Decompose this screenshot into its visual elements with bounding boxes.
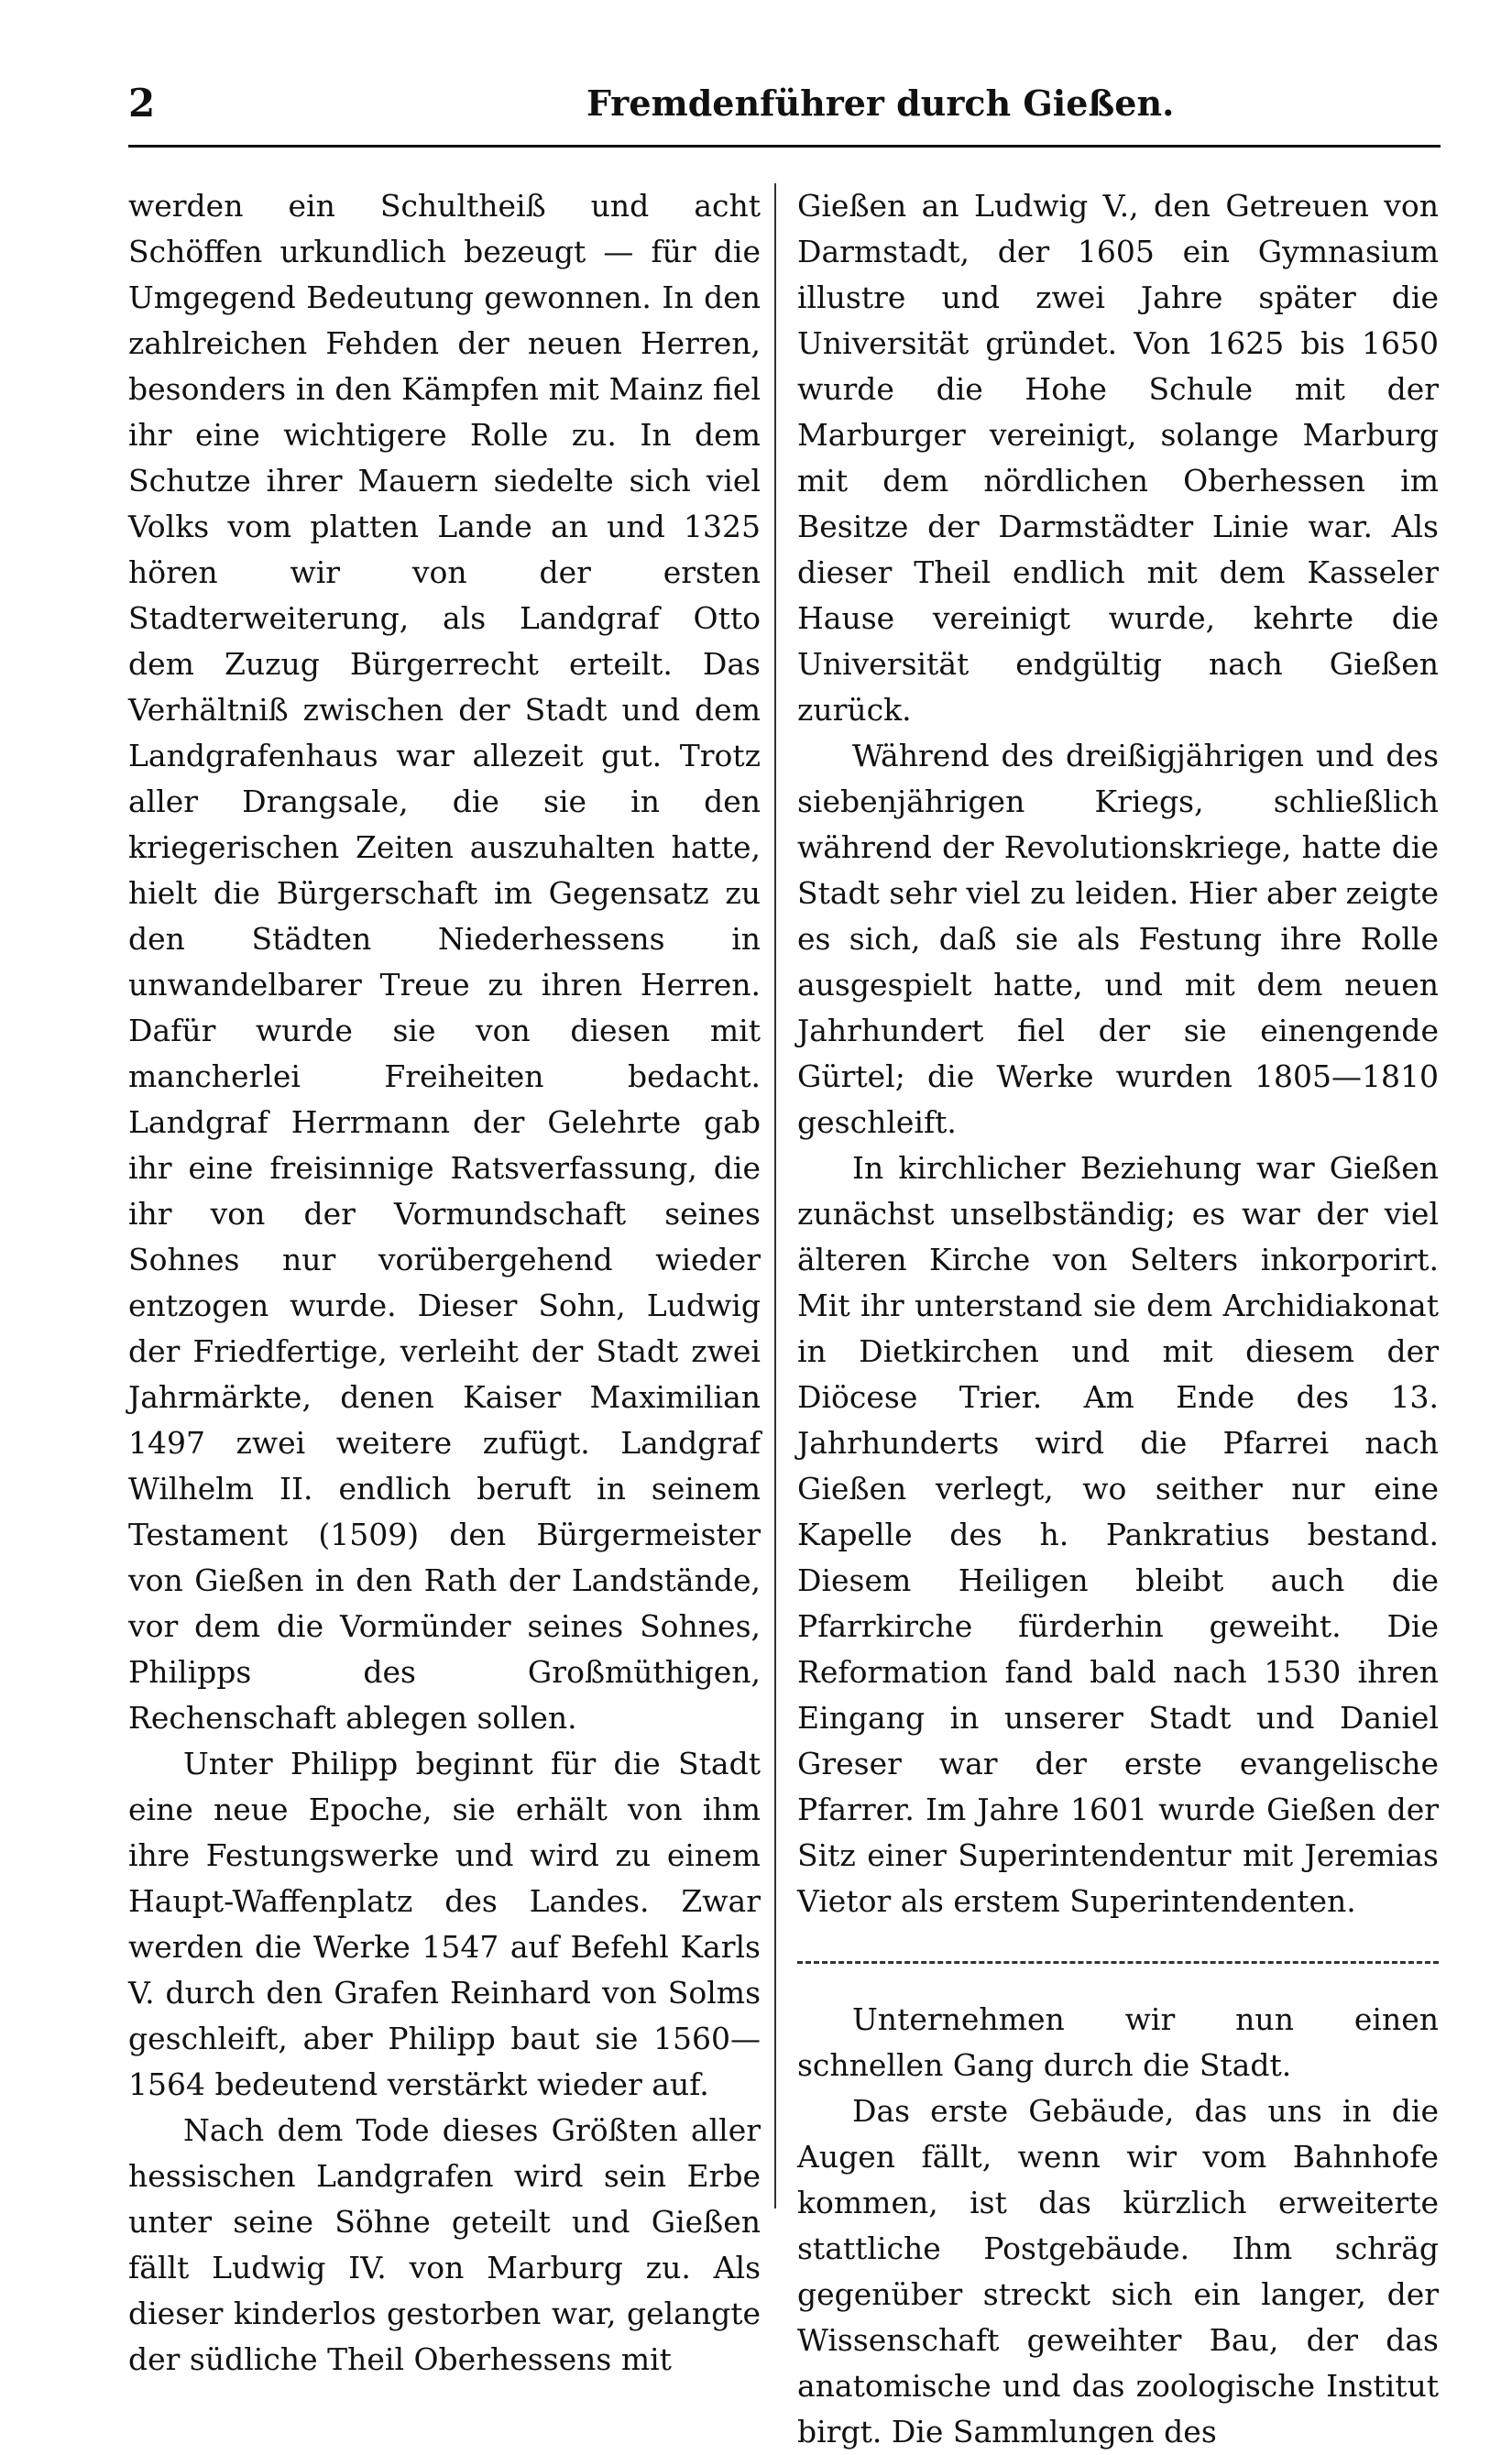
page-header	[128, 81, 1439, 145]
paragraph: In kirchlicher Beziehung war Gießen zunächst unselbständig; es war der viel älteren Kirche von Selters inkorporirt. Mit ihr unterstand sie dem Archidiakonat in Dietkirchen und mit diesem der Diöcese Trier. Am Ende des 13. Jahrhunderts wird die Pfarrei nach Gießen verlegt, wo seither nur eine Kapelle des h. Pankratius bestand. Diesem Heiligen bleibt auch die Pfarrkirche fürderhin geweiht. Die Reformation fand bald nach 1530 ihren Eingang in unserer Stadt und Daniel Greser war der erste evangelische Pfarrer. Im Jahre 1601 wurde Gießen der Sitz einer Superintendentur mit Jeremias Vietor als erstem Superintendenten.	[797, 1150, 1439, 1919]
column-divider	[774, 183, 776, 2208]
section-separator	[797, 1961, 1439, 1964]
paragraph: Unter Philipp beginnt für die Stadt eine neue Epoche, sie erhält von ihm ihre Festungswerke und wird zu einem Haupt-Waffenplatz des Landes. Zwar werden die Werke 1547 auf Befehl Karls V. durch den Grafen Reinhard von Solms geschleift, aber Philipp baut sie 1560—1564 bedeutend verstärkt wieder auf.	[128, 1746, 761, 2102]
header-rule	[128, 145, 1441, 148]
paragraph: Unternehmen wir nun einen schnellen Gang durch die Stadt.	[797, 2001, 1439, 2083]
paragraph: Gießen an Ludwig V., den Getreuen von Darmstadt, der 1605 ein Gymnasium illustre und zwei Jahre später die Universität gründet. Von 1625 bis 1650 wurde die Hohe Schule mit der Marburger vereinigt, solange Marburg mit dem nördlichen Oberhessen im Besitze der Darmstädter Linie war. Als dieser Theil endlich mit dem Kasseler Hause vereinigt wurde, kehrte die Universität endgültig nach Gießen zurück.	[797, 188, 1439, 728]
running-title: Fremdenführer durch Gießen.	[586, 82, 1175, 124]
left-column	[128, 183, 761, 2383]
right-column	[797, 183, 1439, 2455]
paragraph: Nach dem Tode dieses Größten aller hessischen Landgrafen wird sein Erbe unter seine Söhne geteilt und Gießen fällt Ludwig IV. von Marburg zu. Als dieser kinderlos gestorben war, gelangte der südliche Theil Oberhessens mit	[128, 2112, 761, 2377]
paragraph: Während des dreißigjährigen und des siebenjährigen Kriegs, schließlich während der Revolutionskriege, hatte die Stadt sehr viel zu leiden. Hier aber zeigte es sich, daß sie als Festung ihre Rolle ausgespielt hatte, und mit dem neuen Jahrhundert fiel der sie einengende Gürtel; die Werke wurden 1805—1810 geschleift.	[797, 738, 1439, 1140]
paragraph: werden ein Schultheiß und acht Schöffen urkundlich bezeugt — für die Umgegend Bedeutung gewonnen. In den zahlreichen Fehden der neuen Herren, besonders in den Kämpfen mit Mainz fiel ihr eine wichtigere Rolle zu. In dem Schutze ihrer Mauern siedelte sich viel Volks vom platten Lande an und 1325 hören wir von der ersten Stadterweiterung, als Landgraf Otto dem Zuzug Bürgerrecht erteilt. Das Verhältniß zwischen der Stadt und dem Landgrafenhaus war allezeit gut. Trotz aller Drangsale, die sie in den kriegerischen Zeiten auszuhalten hatte, hielt die Bürgerschaft im Gegensatz zu den Städten Niederhessens in unwandelbarer Treue zu ihren Herren. Dafür wurde sie von diesen mit mancherlei Freiheiten bedacht. Landgraf Herrmann der Gelehrte gab ihr eine freisinnige Ratsverfassung, die ihr von der Vormundschaft seines Sohnes nur vorübergehend wieder entzogen wurde. Dieser Sohn, Ludwig der Friedfertige, verleiht der Stadt zwei Jahrmärkte, denen Kaiser Maximilian 1497 zwei weitere zufügt. Landgraf Wilhelm II. endlich beruft in seinem Testament (1509) den Bürgermeister von Gießen in den Rath der Landstände, vor dem die Vormünder seines Sohnes, Philipps des Großmüthigen, Rechenschaft ablegen sollen.	[128, 188, 761, 1736]
paragraph: Das erste Gebäude, das uns in die Augen fällt, wenn wir vom Bahnhofe kommen, ist das kürzlich erweiterte stattliche Postgebäude. Ihm schräg gegenüber streckt sich ein langer, der Wissenschaft geweihter Bau, der das anatomische und das zoologische Institut birgt. Die Sammlungen des	[797, 2093, 1439, 2450]
page-number: 2	[128, 81, 156, 126]
